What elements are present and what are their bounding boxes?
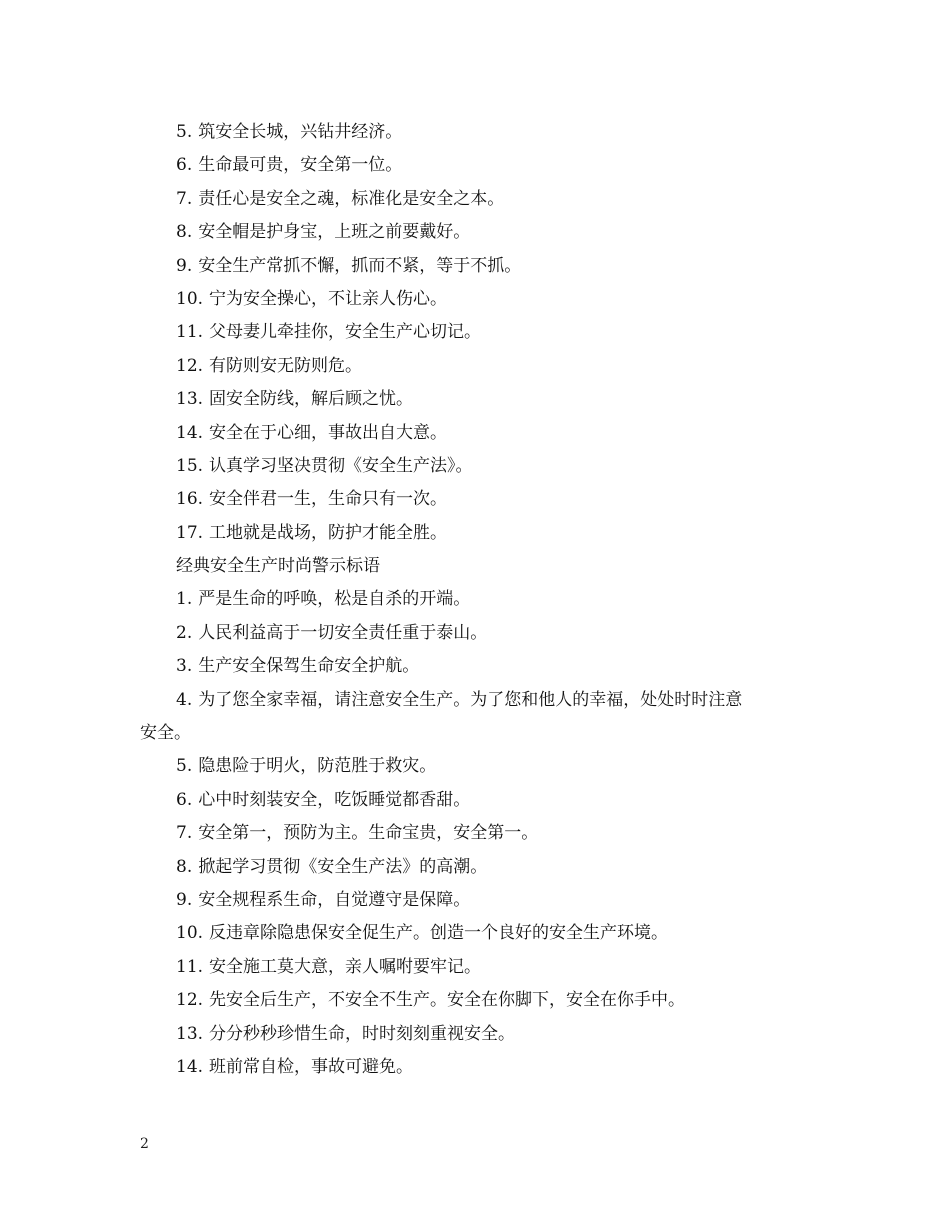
item-number: 5. [176, 756, 193, 777]
item-text: 安全伴君一生，生命只有一次。 [209, 489, 448, 510]
list-item [140, 183, 820, 216]
item-text: 为了您全家幸福，请注意安全生产。为了您和他人的幸福，处处时时注意 [198, 689, 743, 710]
item-text: 班前常自检，事故可避免。 [209, 1056, 414, 1077]
item-text: 父母妻儿牵挂你，安全生产心切记。 [209, 322, 482, 343]
item-text: 安全在于心细，事故出自大意。 [209, 422, 448, 443]
item-text: 安全第一，预防为主。生命宝贵，安全第一。 [198, 823, 539, 844]
list-item [140, 149, 820, 182]
item-text: 安全规程系生命，自觉遵守是保障。 [198, 890, 471, 911]
item-text: 认真学习坚决贯彻《安全生产法》。 [209, 455, 473, 476]
item-number: 4. [176, 689, 193, 710]
item-number: 10. [176, 923, 204, 944]
item-text: 反违章除隐患保安全促生产。创造一个良好的安全生产环境。 [209, 923, 669, 944]
list-item [140, 851, 820, 884]
item-text: 心中时刻装安全，吃饭睡觉都香甜。 [198, 789, 471, 810]
item-text: 宁为安全操心，不让亲人伤心。 [209, 288, 448, 309]
item-text: 生命最可贵，安全第一位。 [198, 155, 403, 176]
item-number: 17. [176, 522, 204, 543]
item-number: 11. [176, 322, 204, 343]
item-number: 5. [176, 122, 193, 142]
item-number: 11. [176, 956, 204, 977]
item-text: 掀起学习贯彻《安全生产法》的高潮。 [198, 856, 488, 877]
item-text: 严是生命的呼唤，松是自杀的开端。 [198, 589, 471, 610]
item-number: 13. [176, 389, 204, 410]
item-number: 8. [176, 856, 193, 877]
item-number: 14. [176, 1056, 204, 1077]
item-text: 人民利益高于一切安全责任重于泰山。 [198, 622, 488, 643]
item-number: 8. [176, 222, 193, 243]
list-item [140, 650, 820, 683]
item-number: 16. [176, 489, 204, 510]
item-number: 6. [176, 789, 193, 810]
list-item [140, 517, 820, 550]
list-item [140, 617, 820, 650]
item-number: 7. [176, 823, 193, 844]
item-number: 14. [176, 422, 204, 443]
list-item [140, 417, 820, 450]
item-number: 9. [176, 890, 193, 911]
item-number: 12. [176, 355, 204, 376]
list-item [140, 283, 820, 316]
item-text: 有防则安无防则危。 [209, 355, 363, 376]
document-body [140, 116, 820, 1084]
list-item [140, 383, 820, 416]
item-text: 分分秒秒珍惜生命，时时刻刻重视安全。 [209, 1023, 516, 1044]
list-item [140, 750, 820, 783]
section-heading: 经典安全生产时尚警示标语 [176, 556, 380, 577]
item-number: 3. [176, 656, 193, 677]
list-item [140, 216, 820, 249]
item-text-continuation: 安全。 [140, 723, 191, 744]
item-text: 隐患险于明火，防范胜于救灾。 [198, 756, 437, 777]
item-number: 9. [176, 255, 193, 276]
item-number: 6. [176, 155, 193, 176]
item-number: 2. [176, 622, 193, 643]
list-item [140, 984, 820, 1017]
item-text: 先安全后生产，不安全不生产。安全在你脚下，安全在你手中。 [209, 990, 686, 1011]
item-text: 固安全防线，解后顾之忧。 [209, 389, 414, 410]
item-text: 生产安全保驾生命安全护航。 [198, 656, 420, 677]
item-number: 10. [176, 288, 204, 309]
list-item [140, 350, 820, 383]
item-number: 13. [176, 1023, 204, 1044]
list-item [140, 316, 820, 349]
list-item [140, 1018, 820, 1051]
list-item [140, 784, 820, 817]
list-item [140, 450, 820, 483]
item-number: 1. [176, 589, 193, 610]
list-item [140, 483, 820, 516]
list-item [140, 583, 820, 616]
list-item [140, 817, 820, 850]
page-number: 2 [140, 1136, 149, 1152]
list-item [140, 884, 820, 917]
item-text: 筑安全长城，兴钻井经济。 [198, 122, 403, 142]
list-item [140, 250, 820, 283]
item-text: 责任心是安全之魂，标准化是安全之本。 [198, 188, 505, 209]
item-number: 7. [176, 188, 193, 209]
item-text: 安全生产常抓不懈，抓而不紧，等于不抓。 [198, 255, 522, 276]
list-item [140, 116, 820, 149]
list-item [140, 1051, 820, 1084]
item-text: 工地就是战场，防护才能全胜。 [209, 522, 448, 543]
item-number: 15. [176, 455, 204, 476]
item-text: 安全施工莫大意，亲人嘱咐要牢记。 [209, 956, 482, 977]
list-item [140, 951, 820, 984]
item-text: 安全帽是护身宝，上班之前要戴好。 [198, 222, 471, 243]
list-item [140, 917, 820, 950]
item-number: 12. [176, 990, 204, 1011]
list-item [140, 684, 820, 751]
